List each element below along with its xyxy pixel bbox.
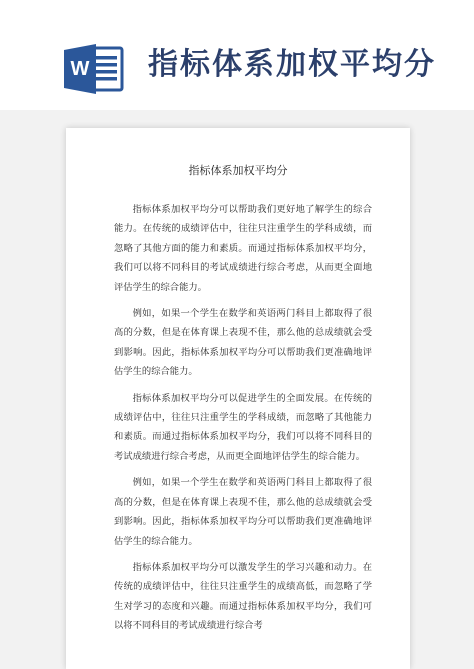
paragraph: 例如，如果一个学生在数学和英语两门科目上都取得了很高的分数，但是在体育课上表现不佳，那么他的总成绩就会受到影响。因此，指标体系加权平均分可以帮助我们更准确地评估学生的综合能力。	[114, 308, 372, 378]
document-page	[66, 128, 410, 669]
banner	[0, 0, 474, 110]
document-title: 指标体系加权平均分	[188, 164, 288, 177]
paragraph: 例如，如果一个学生在数学和英语两门科目上都取得了很高的分数，但是在体育课上表现不佳，那么他的总成绩就会受到影响。因此，指标体系加权平均分可以帮助我们更准确地评估学生的综合能力。	[114, 477, 372, 547]
paragraph: 指标体系加权平均分可以促进学生的全面发展。在传统的成绩评估中，往往只注重学生的学科成绩，而忽略了其他能力和素质。而通过指标体系加权平均分，我们可以将不同科目的考试成绩进行综合考虑，从而更全面地评估学生的综合能力。	[114, 392, 372, 462]
document-body	[114, 200, 372, 643]
page-title: 指标体系加权平均分	[148, 47, 436, 82]
paragraph: 指标体系加权平均分可以帮助我们更好地了解学生的综合能力。在传统的成绩评估中，往往只注重学生的学科成绩，而忽略了其他方面的能力和素质。而通过指标体系加权平均分，我们可以将不同科目的考试成绩进行综合考虑，从而更全面地评估学生的综合能力。	[114, 204, 372, 293]
svg-text:W: W	[70, 58, 90, 80]
word-document-icon	[64, 44, 126, 94]
paragraph: 指标体系加权平均分可以激发学生的学习兴趣和动力。在传统的成绩评估中，往往只注重学生的成绩高低，而忽略了学生对学习的态度和兴趣。而通过指标体系加权平均分，我们可以将不同科目的考试成绩进行综合考	[114, 561, 372, 632]
